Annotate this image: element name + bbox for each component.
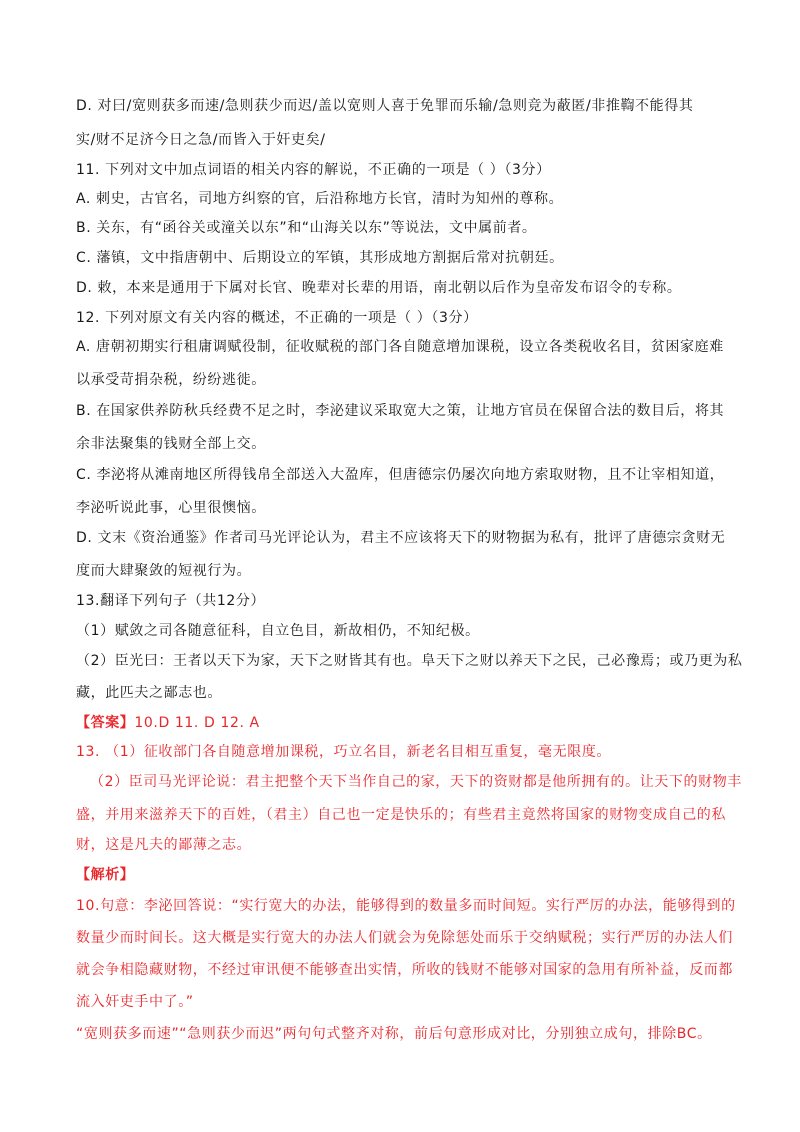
answer-translation-2-line1: （2）臣司马光评论说：君主把整个天下当作自己的家，天下的资财都是他所拥有的。让天下的财物丰: [90, 774, 742, 790]
q13-sentence-1: （1）赋敛之司各随意征科，自立色目，新故相仍，不知纪极。: [76, 623, 480, 639]
analysis-p1-line3: 就会争相隐藏财物，不经过审讯便不能够查出实情，所收的钱财不能够对国家的急用有所补益，反而都: [76, 962, 733, 978]
q13-stem: 13.翻译下列句子（共12分）: [76, 593, 266, 609]
analysis-p1-line1: 10.句意：李泌回答说：“实行宽大的办法，能够得到的数量多而时间短。实行严厉的办法，能够得到的: [76, 898, 736, 914]
q12-option-b-line1: B. 在国家供养防秋兵经费不足之时，李泌建议采取宽大之策，让地方官员在保留合法的数目后，将其: [76, 403, 725, 419]
q12-option-c-line2: 李泌听说此事，心里很懊恼。: [76, 500, 266, 516]
answer-translation-1: 13. （1）征收部门各自随意增加课税，巧立名目，新老名目相互重复，毫无限度。: [76, 744, 612, 760]
q11-option-b: B. 关东，有“函谷关或潼关以东”和“山海关以东”等说法，文中属前者。: [76, 220, 537, 236]
q10-option-d-line1: D. 对曰/宽则获多而速/急则获少而迟/盖以宽则人喜于免罪而乐输/急则竞为蔽匿/非推鞫不能得其: [76, 98, 694, 114]
q11-option-c: C. 藩镇，文中指唐朝中、后期设立的军镇，其形成地方割据后常对抗朝廷。: [76, 250, 564, 266]
answer-line: [76, 714, 260, 732]
answer-label: 【答案】: [76, 715, 135, 731]
q12-option-d-line2: 度而大肆聚敛的短视行为。: [76, 563, 252, 579]
q12-stem: 12. 下列对原文有关内容的概述，不正确的一项是（ ）（3分）: [76, 310, 478, 326]
answer-translation-2-line2: 盛，并用来滋养天下的百姓，（君主）自己也一定是快乐的；有些君主竟然将国家的财物变成自己的私: [76, 807, 726, 823]
q12-option-c-line1: C. 李泌将从滩南地区所得钱帛全部送入大盈库，但唐德宗仍屡次向地方索取财物，且不让宰相知道，: [76, 467, 725, 483]
analysis-label: 【解析】: [76, 867, 135, 883]
analysis-p2: “宽则获多而速”“急则获少而迟”两句句式整齐对称，前后句意形成对比，分别独立成句，排除BC。: [76, 1026, 712, 1042]
q12-option-d-line1: D. 文末《资治通鉴》作者司马光评论认为，君主不应该将天下的财物据为私有，批评了唐德宗贪财无: [76, 530, 726, 546]
answer-choices: 10.D 11. D 12. A: [134, 715, 260, 731]
q11-option-a: A. 刺史，古官名，司地方纠察的官，后沿称地方长官，清时为知州的尊称。: [76, 191, 564, 207]
analysis-p1-line2: 数量少而时间长。这大概是实行宽大的办法人们就会为免除惩处而乐于交纳赋税；实行严厉的办法人们: [76, 930, 733, 946]
q12-option-a-line1: A. 唐朝初期实行租庸调赋役制，征收赋税的部门各自随意增加课税，设立各类税收名目，贫困家庭难: [76, 339, 724, 355]
q13-sentence-2-line2: 藏，此匹夫之鄙志也。: [76, 685, 222, 701]
q12-option-b-line2: 余非法聚集的钱财全部上交。: [76, 436, 266, 452]
q10-option-d-line2: 实/财不足济今日之急/而皆入于奸吏矣/: [76, 132, 326, 148]
q11-stem: 11. 下列对文中加点词语的相关内容的解说，不正确的一项是（ ）（3分）: [76, 162, 551, 178]
answer-translation-2-line3: 财，这是凡夫的鄙薄之志。: [76, 837, 252, 853]
q12-option-a-line2: 以承受苛捐杂税，纷纷逃徙。: [76, 372, 266, 388]
analysis-p1-line4: 流入奸吏手中了。”: [76, 994, 194, 1010]
q13-sentence-2-line1: （2）臣光曰：王者以天下为家，天下之财皆其有也。阜天下之财以养天下之民，己必豫焉；或乃更为私: [76, 653, 743, 669]
q11-option-d: D. 敕，本来是通用于下属对长官、晚辈对长辈的用语，南北朝以后作为皇帝发布诏令的专称。: [76, 280, 682, 296]
